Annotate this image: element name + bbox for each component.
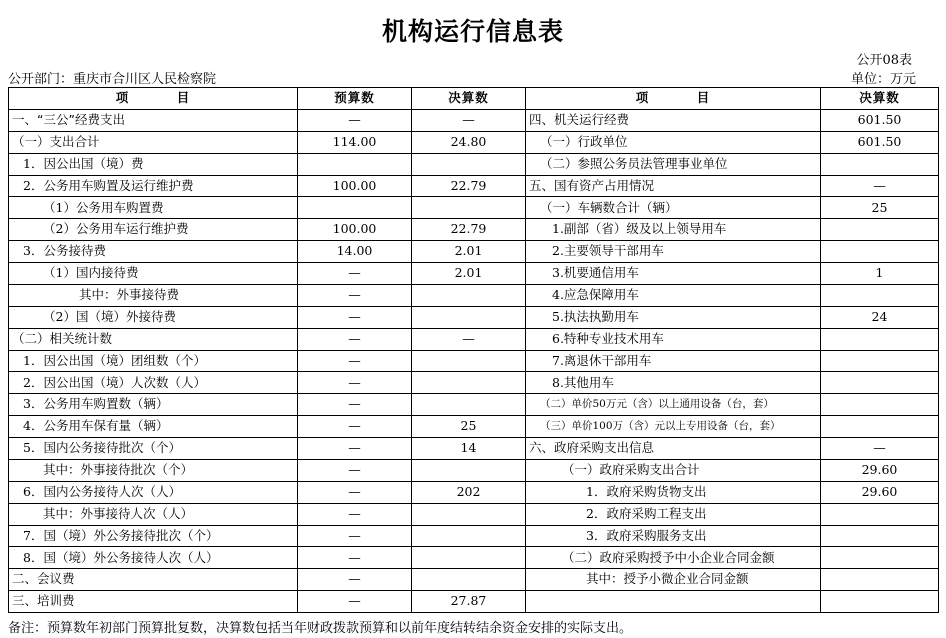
budget-value: — [298, 306, 412, 328]
right-value: — [821, 438, 939, 460]
budget-value: 114.00 [298, 131, 412, 153]
final-value: 22.79 [412, 175, 526, 197]
row-label: 3．公务用车购置数（辆） [9, 394, 298, 416]
final-value [412, 503, 526, 525]
budget-value: 100.00 [298, 175, 412, 197]
info-table [8, 87, 939, 613]
right-label: 6.特种专业技术用车 [526, 328, 821, 350]
right-label: （二）单价50万元（含）以上通用设备（台，套） [526, 394, 821, 416]
header-budget: 预算数 [298, 88, 412, 110]
right-label: （三）单价100万（含）元以上专用设备（台，套） [526, 416, 821, 438]
final-value [412, 350, 526, 372]
row-label: （2）国（境）外接待费 [9, 306, 298, 328]
right-value [821, 153, 939, 175]
right-value [821, 284, 939, 306]
right-value: 29.60 [821, 459, 939, 481]
right-label: 8.其他用车 [526, 372, 821, 394]
right-value: 25 [821, 197, 939, 219]
budget-value: — [298, 591, 412, 613]
right-label: 3.机要通信用车 [526, 263, 821, 285]
final-value [412, 153, 526, 175]
row-label: 8．国（境）外公务接待人次（人） [9, 547, 298, 569]
right-value [821, 394, 939, 416]
right-value: — [821, 175, 939, 197]
right-label: 四、机关运行经费 [526, 109, 821, 131]
right-label: 4.应急保障用车 [526, 284, 821, 306]
row-label: （一）支出合计 [9, 131, 298, 153]
right-label: 7.离退休干部用车 [526, 350, 821, 372]
budget-value: 100.00 [298, 219, 412, 241]
table-row [9, 372, 939, 394]
right-value: 601.50 [821, 109, 939, 131]
table-row [9, 481, 939, 503]
final-value [412, 372, 526, 394]
right-value: 601.50 [821, 131, 939, 153]
budget-value: — [298, 284, 412, 306]
page-title: 机构运行信息表 [381, 17, 564, 46]
row-label: 其中：外事接待人次（人） [9, 503, 298, 525]
final-value [412, 569, 526, 591]
budget-value: — [298, 503, 412, 525]
row-label: （1）国内接待费 [9, 263, 298, 285]
right-value [821, 591, 939, 613]
budget-value: — [298, 328, 412, 350]
budget-value: — [298, 350, 412, 372]
row-label: 6．国内公务接待人次（人） [9, 481, 298, 503]
right-label: 五、国有资产占用情况 [526, 175, 821, 197]
table-row [9, 263, 939, 285]
right-value [821, 503, 939, 525]
right-label: 3．政府采购服务支出 [526, 525, 821, 547]
right-value [821, 569, 939, 591]
budget-value: — [298, 416, 412, 438]
table-row [9, 153, 939, 175]
final-value [412, 394, 526, 416]
table-row [9, 525, 939, 547]
final-value [412, 284, 526, 306]
row-label: 2．因公出国（境）人次数（人） [9, 372, 298, 394]
right-label: 1．政府采购货物支出 [526, 481, 821, 503]
right-label: 其中：授予小微企业合同金额 [526, 569, 821, 591]
final-value [412, 459, 526, 481]
row-label: 二、会议费 [9, 569, 298, 591]
budget-value: — [298, 481, 412, 503]
table-row [9, 416, 939, 438]
row-label: （二）相关统计数 [9, 328, 298, 350]
table-row [9, 459, 939, 481]
right-value: 1 [821, 263, 939, 285]
department-label: 公开部门：重庆市合川区人民检察院 [8, 72, 217, 87]
right-value [821, 547, 939, 569]
final-value: 2.01 [412, 263, 526, 285]
right-label: 1.副部（省）级及以上领导用车 [526, 219, 821, 241]
right-label: 2．政府采购工程支出 [526, 503, 821, 525]
table-row [9, 131, 939, 153]
right-value [821, 416, 939, 438]
row-label: 三、培训费 [9, 591, 298, 613]
header-row [9, 88, 939, 110]
footnote: 备注：预算数年初部门预算批复数，决算数包括当年财政拨款预算和以前年度结转结余资金安排的实际支出。 [8, 621, 633, 636]
right-value [821, 328, 939, 350]
right-label: （二）参照公务员法管理事业单位 [526, 153, 821, 175]
right-value: 29.60 [821, 481, 939, 503]
row-label: 5．国内公务接待批次（个） [9, 438, 298, 460]
final-value: 24.80 [412, 131, 526, 153]
row-label: （1）公务用车购置费 [9, 197, 298, 219]
final-value: 202 [412, 481, 526, 503]
table-row [9, 438, 939, 460]
right-label: （一）政府采购支出合计 [526, 459, 821, 481]
right-value [821, 372, 939, 394]
row-label: （2）公务用车运行维护费 [9, 219, 298, 241]
right-value [821, 219, 939, 241]
table-row [9, 219, 939, 241]
header-item: 项 目 [9, 88, 298, 110]
right-value [821, 525, 939, 547]
budget-value: — [298, 547, 412, 569]
row-label: 3．公务接待费 [9, 241, 298, 263]
budget-value: — [298, 372, 412, 394]
right-label: 2.主要领导干部用车 [526, 241, 821, 263]
budget-value: — [298, 394, 412, 416]
table-row [9, 591, 939, 613]
table-row [9, 197, 939, 219]
table-row [9, 503, 939, 525]
final-value [412, 547, 526, 569]
final-value [412, 197, 526, 219]
table-row [9, 175, 939, 197]
right-label [526, 591, 821, 613]
budget-value [298, 153, 412, 175]
header-final: 决算数 [412, 88, 526, 110]
right-label: 六、政府采购支出信息 [526, 438, 821, 460]
final-value: 14 [412, 438, 526, 460]
budget-value: — [298, 459, 412, 481]
budget-value [298, 197, 412, 219]
header-final-right: 决算数 [821, 88, 939, 110]
budget-value: — [298, 569, 412, 591]
budget-value: — [298, 109, 412, 131]
form-number: 公开08表 [856, 53, 912, 68]
table-row [9, 569, 939, 591]
final-value: 25 [412, 416, 526, 438]
table-row [9, 328, 939, 350]
right-value [821, 350, 939, 372]
row-label: 2．公务用车购置及运行维护费 [9, 175, 298, 197]
right-value: 24 [821, 306, 939, 328]
row-label: 一、“三公”经费支出 [9, 109, 298, 131]
row-label: 1．因公出国（境）团组数（个） [9, 350, 298, 372]
table-row [9, 547, 939, 569]
row-label: 其中：外事接待批次（个） [9, 459, 298, 481]
budget-value: — [298, 438, 412, 460]
budget-value: — [298, 525, 412, 547]
row-label: 4．公务用车保有量（辆） [9, 416, 298, 438]
unit-label: 单位：万元 [850, 72, 916, 87]
final-value: — [412, 328, 526, 350]
table-row [9, 394, 939, 416]
final-value: 2.01 [412, 241, 526, 263]
final-value: 22.79 [412, 219, 526, 241]
table-row [9, 306, 939, 328]
row-label: 7．国（境）外公务接待批次（个） [9, 525, 298, 547]
final-value: — [412, 109, 526, 131]
budget-value: — [298, 263, 412, 285]
right-label: （一）车辆数合计（辆） [526, 197, 821, 219]
final-value [412, 306, 526, 328]
row-label: 其中：外事接待费 [9, 284, 298, 306]
table-row [9, 284, 939, 306]
right-value [821, 241, 939, 263]
table-row [9, 109, 939, 131]
header-item-right: 项 目 [526, 88, 821, 110]
budget-value: 14.00 [298, 241, 412, 263]
row-label: 1．因公出国（境）费 [9, 153, 298, 175]
final-value: 27.87 [412, 591, 526, 613]
table-row [9, 350, 939, 372]
final-value [412, 525, 526, 547]
right-label: （一）行政单位 [526, 131, 821, 153]
right-label: （二）政府采购授予中小企业合同金额 [526, 547, 821, 569]
table-row [9, 241, 939, 263]
right-label: 5.执法执勤用车 [526, 306, 821, 328]
